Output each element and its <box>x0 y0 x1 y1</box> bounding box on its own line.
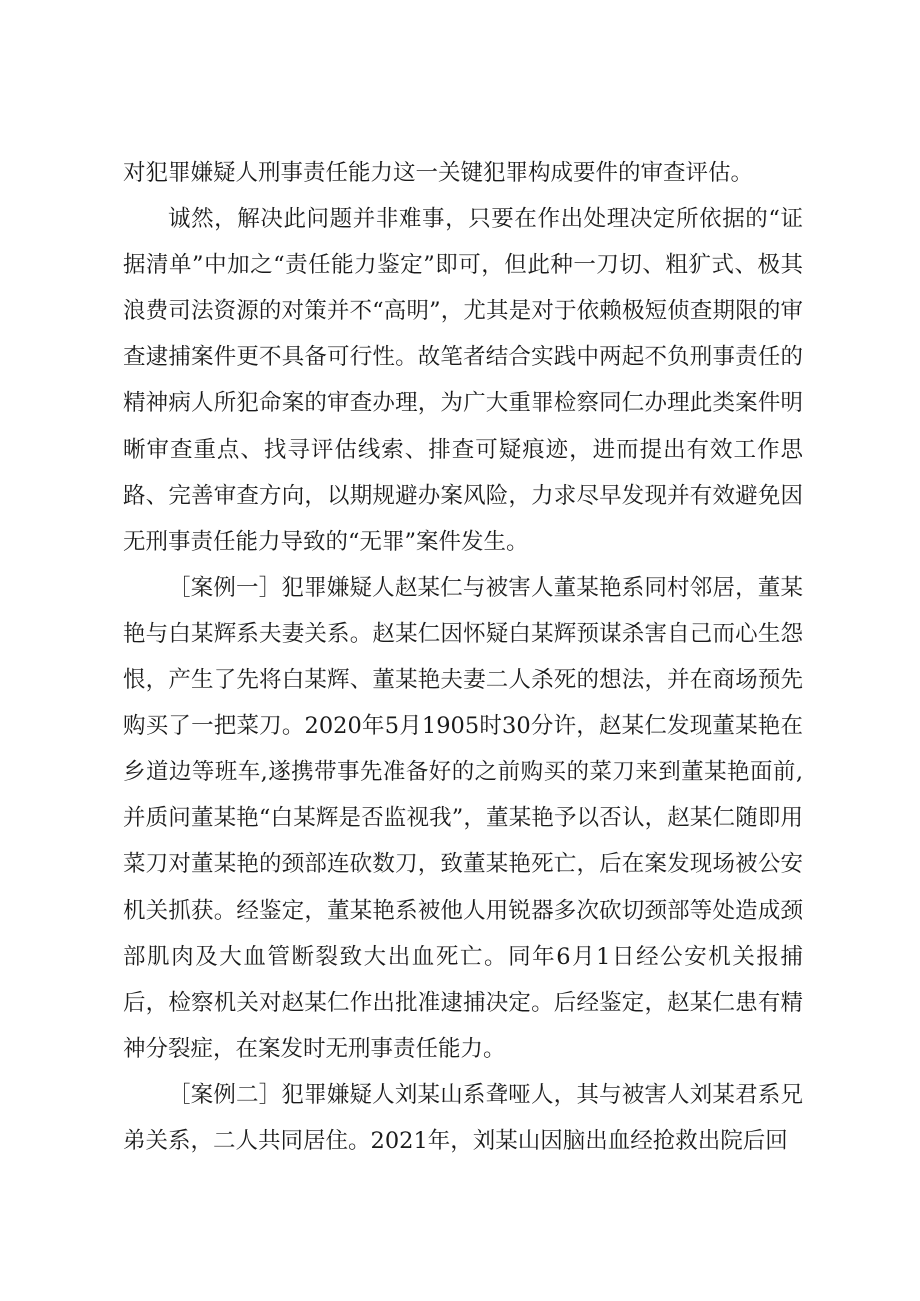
paragraph-continuation: 对犯罪嫌疑人刑事责任能力这一关键犯罪构成要件的审查评估。 <box>123 160 754 186</box>
paragraph-analysis: 诚然，解决此问题并非难事，只要在作出处理决定所依据的“证据清单”中加之“责任能力鉴定”即可，但此种一刀切、粗犷式、极其浪费司法资源的对策并不“高明”，尤其是对于依赖极短侦查期限的审查逮捕案件更不具备可行性。故笔者结合实践中两起不负刑事责任的精神病人所犯命案的审查办理，为广大重罪检察同仁办理此类案件明晰审查重点、找寻评估线索、排查可疑痕迹，进而提出有效工作思路、完善审查方向，以期规避办案风险，力求尽早发现并有效避免因无刑事责任能力导致的“无罪”案件发生。 <box>123 206 803 555</box>
body-text <box>123 150 803 1164</box>
paragraph-case-two: ［案例二］犯罪嫌疑人刘某山系聋哑人，其与被害人刘某君系兄弟关系，二人共同居住。2021年，刘某山因脑出血经抢救出院后回 <box>123 1081 803 1154</box>
paragraph-case-one: ［案例一］犯罪嫌疑人赵某仁与被害人董某艳系同村邻居，董某艳与白某辉系夫妻关系。赵某仁因怀疑白某辉预谋杀害自己而心生怨恨，产生了先将白某辉、董某艳夫妻二人杀死的想法，并在商场预先购买了一把菜刀。2020年5月1905时30分许，赵某仁发现董某艳在乡道边等班车,遂携带事先准备好的之前购买的菜刀来到董某艳面前,并质问董某艳“白某辉是否监视我”，董某艳予以否认，赵某仁随即用菜刀对董某艳的颈部连砍数刀，致董某艳死亡，后在案发现场被公安机关抓获。经鉴定，董某艳系被他人用锐器多次砍切颈部等处造成颈部肌肉及大血管断裂致大出血死亡。同年6月1日经公安机关报捕后，检察机关对赵某仁作出批准逮捕决定。后经鉴定，赵某仁患有精神分裂症，在案发时无刑事责任能力。 <box>123 574 803 1062</box>
